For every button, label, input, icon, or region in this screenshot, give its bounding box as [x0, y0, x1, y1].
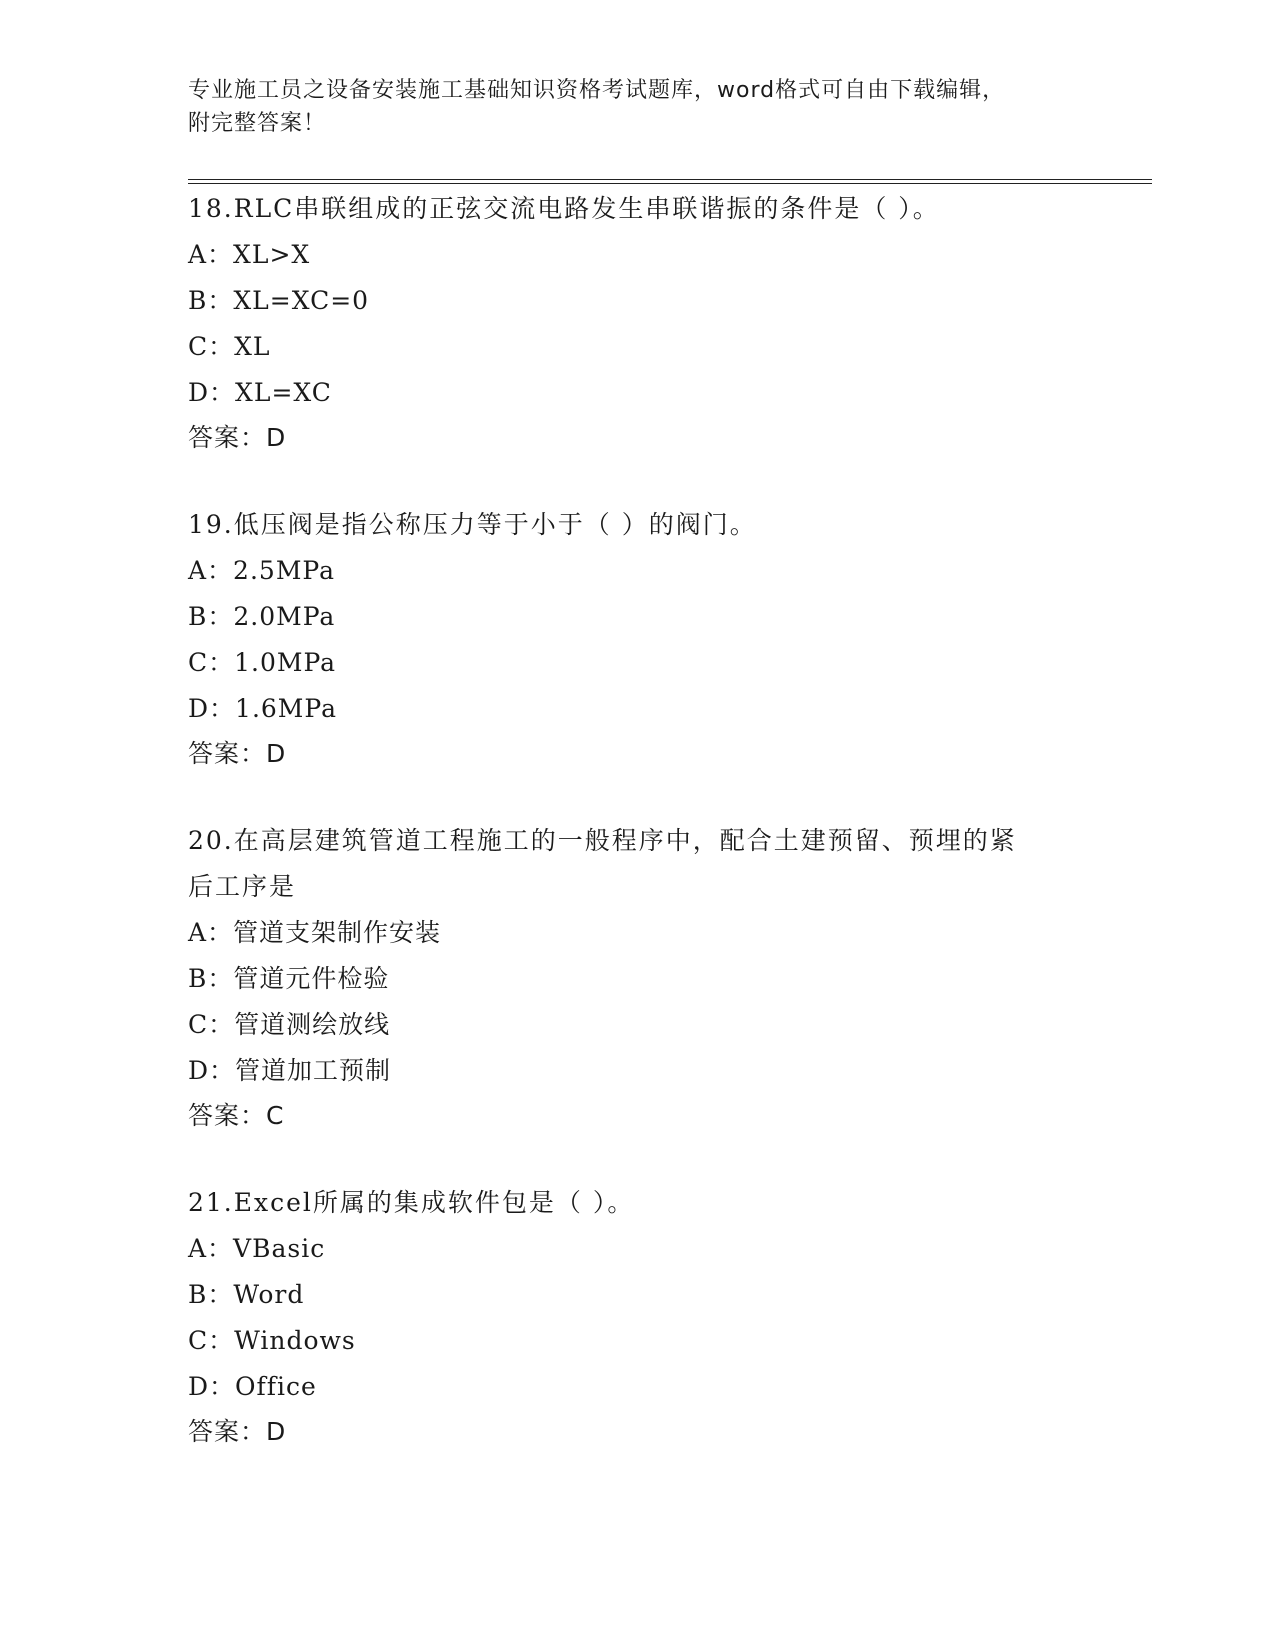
option-c: C：XL	[188, 332, 271, 361]
question-stem: 19.低压阀是指公称压力等于小于（ ）的阀门。	[188, 510, 757, 539]
question-20	[188, 818, 1148, 1138]
option-b: B：2.0MPa	[188, 602, 336, 631]
question-18	[188, 186, 1148, 460]
option-d: D：Office	[188, 1372, 317, 1401]
header-divider-bottom	[188, 183, 1152, 184]
option-a: A：XL>X	[188, 240, 311, 269]
answer: 答案：D	[188, 1417, 287, 1446]
option-b: B：Word	[188, 1280, 305, 1309]
question-stem-line-1: 20.在高层建筑管道工程施工的一般程序中，配合土建预留、预埋的紧	[188, 826, 1017, 855]
question-stem: 18.RLC串联组成的正弦交流电路发生串联谐振的条件是（ ）。	[188, 194, 940, 223]
header-divider-top	[188, 179, 1152, 180]
header-line-1: 专业施工员之设备安装施工基础知识资格考试题库，word格式可自由下载编辑，	[188, 78, 1006, 103]
answer: 答案：D	[188, 739, 287, 768]
option-c: C：管道测绘放线	[188, 1010, 391, 1039]
option-d: D：1.6MPa	[188, 694, 338, 723]
document-header	[188, 74, 1068, 140]
header-line-2: 附完整答案！	[188, 111, 327, 136]
option-d: D：管道加工预制	[188, 1056, 392, 1085]
question-21	[188, 1180, 1148, 1454]
question-stem-line-2: 后工序是	[188, 872, 297, 901]
question-stem: 21.Excel所属的集成软件包是（ ）。	[188, 1188, 635, 1217]
option-a: A：VBasic	[188, 1234, 326, 1263]
option-c: C：Windows	[188, 1326, 356, 1355]
option-c: C：1.0MPa	[188, 648, 337, 677]
option-b: B：XL=XC=0	[188, 286, 370, 315]
option-d: D：XL=XC	[188, 378, 332, 407]
answer: 答案：C	[188, 1101, 285, 1130]
question-19	[188, 502, 1148, 776]
option-b: B：管道元件检验	[188, 964, 390, 993]
option-a: A：2.5MPa	[188, 556, 336, 585]
answer: 答案：D	[188, 423, 287, 452]
option-a: A：管道支架制作安装	[188, 918, 442, 947]
